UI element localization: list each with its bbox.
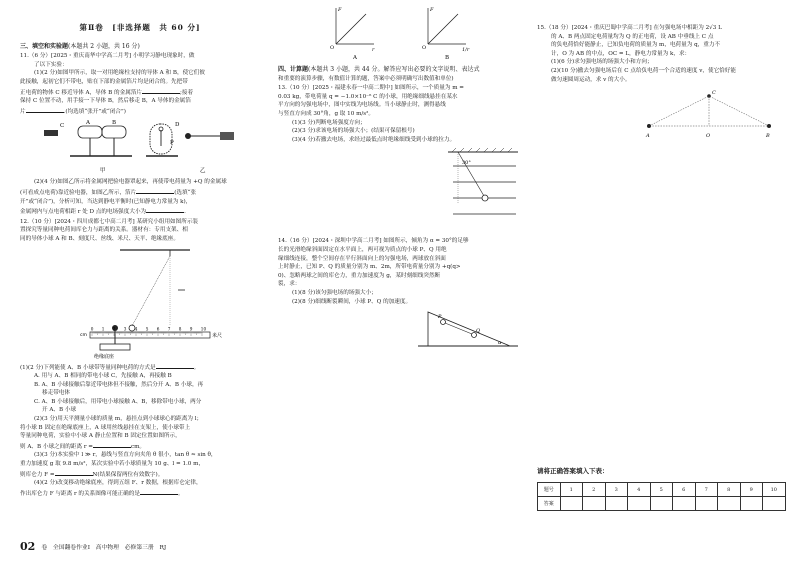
question-number: 7 — [695, 483, 718, 497]
origin-label: O — [422, 45, 427, 51]
label-b: B — [112, 120, 117, 127]
answer-blank[interactable] — [142, 87, 180, 94]
answer-card-answer-row — [538, 497, 786, 511]
answer-blank[interactable] — [55, 469, 93, 476]
column-3 — [537, 0, 777, 142]
charged-ball — [482, 195, 488, 201]
answer-blank[interactable] — [136, 187, 174, 194]
label-c: C — [712, 90, 716, 97]
row-label: 答案 — [538, 497, 561, 511]
ruler-tick-label: 7 — [167, 326, 171, 331]
label-jia: 甲 — [100, 168, 106, 175]
question-12: 12.（10 分）[2024・四川成都七中高二月考] 某研究小组用如图所示装 置探究等量同种电荷间库仑力与距离的关系。器材有：专用支架、相 同的导体小球 A 和 B、刻度尺、丝线、米尺、天平、绝缘底座。 0 1 2 3 4 5 6 7 8 9 10 cm 米尺 绝缘底座 (1)(2 分)下列能使 A、B 小球带等量同种电荷的方式是 。 A. 用与 A、B 相同的带电小球 C，先接触 A，再接触 B B. A、B 小球接触后靠近带电体但不接触，然后分开 A、B 小球，再 移走带电体 C. A、B 小球接触后，用带电小球接触 A、B，移除带电小球，两分 开 A、B 小球 (2)(3 分)用天平测量小球的质量 m，悬挂点到小球球心的距离为 l； 将小球 B 固定在绝缘底座上，A 球用丝线悬挂在支架上，使小球带上 等量同种电荷，实验中小球 A 静止位置和 B 固定位置如图所示， 则 A、B 小球之间的距离 r = cm。 (3)(3 分)本实验中 l ≫ r，悬线与竖直方向夹角 θ 很小，tan θ ≈ sin θ， 重力加速度 g 取 9.8 m/s²，某次实验中若小球质量为 10 g、l = 1.0 m， 则库仑力 F = N(结果保留两位有效数字)。 (4)(2 分)改变移动绝缘底座，得到五组 F、r 数据，根据库仑定律， 作出库仑力 F 与距离 r 的关系图像可能正确的是 。 — [20, 218, 260, 499]
figure-yi — [146, 122, 234, 174]
figure-jia — [44, 120, 132, 174]
label-d: D — [175, 122, 180, 129]
question-number: 5 — [650, 483, 673, 497]
ruler-tick-label: 1 — [101, 326, 105, 331]
answer-cell[interactable] — [718, 497, 741, 511]
label-base: 绝缘底座 — [94, 353, 115, 360]
bc-line — [709, 96, 769, 126]
graph-line — [336, 14, 366, 44]
label-p: P — [170, 140, 174, 147]
question-number: 6 — [673, 483, 696, 497]
label-yi: 乙 — [200, 168, 206, 175]
answer-card — [537, 482, 786, 511]
answer-cell[interactable] — [673, 497, 696, 511]
answer-blank[interactable] — [156, 362, 194, 369]
question-number: 4 — [628, 483, 651, 497]
charge-a — [647, 124, 651, 128]
answer-blank[interactable] — [146, 206, 184, 213]
question-number: 3 — [605, 483, 628, 497]
figure-11 — [20, 116, 260, 178]
ruler-tick-label: 8 — [178, 326, 182, 331]
ruler-tick-label: 0 — [90, 326, 94, 331]
ac-line — [649, 96, 709, 126]
figure-14 — [278, 306, 518, 356]
ruler-tick-label: 3 — [123, 326, 127, 331]
ceiling-hatch — [452, 148, 512, 152]
graph-a — [330, 7, 375, 61]
figure-15 — [537, 86, 777, 142]
label-c: C — [60, 123, 65, 130]
section-4-heading: 四、计算题(本题共 3 小题，共 44 分。解答应写出必要的文字说明、表达式 — [278, 66, 480, 73]
conductor-a — [78, 126, 102, 138]
question-14: 14.（16 分）[2024・深圳中学高二月考] 如图所示，倾角为 α = 30°的足够 长的光滑绝缘斜面固定在水平面上，两可视为质点的小球 P、Q 用绝 缘细线连接，整个空间存在平行斜面向上的匀强电场，两球放在斜面 上时静止，已知 P、Q 的质量分别为 m、2m，所带电荷量分别为 +q(q> 0)、忽略两球之间的库仑力，重力加速度为 g，某时刻细线突然断 裂，求： (1)(8 分)该匀强电场的场强大小； (2)(8 分)细线断裂瞬间，小球 P、Q 的加速度。 P Q α — [278, 237, 518, 356]
answer-blank[interactable] — [26, 106, 64, 113]
axis-label-f: F — [338, 7, 342, 13]
label-alpha: α — [498, 340, 502, 347]
column-2: F O r A F O 1/r B 四、计算题(本题共 3 小题，共 44 分。解答应写出必要的文字说明、表达式 和重要的演算步骤，有数值计算的题，答案中必须明确写出数值和单位) 13.（10 分）[2025・福建永春一中高二期中] 如图所示，一个质量为 m = 0.03 kg，带电荷量 q = −1.0×10⁻⁶ C 的小球，用绝缘细线悬挂在某水 平方向的匀强电场中，图中实线为电场线。当小球静止时，测得悬线 与竖直方向成 30°角，g 取 10 m/s²。 (1)(3 分)判断电场强度方向； (2)(3 分)求该电场的场强大小；(结果可保留根号) (3)(4 分)若撤去电场，求经过最低点时绝缘细线受到小球的拉力。 30° 14.（16 分）[2024・深圳中学高二月考] 如图所示，倾角为 α = 30°的足够 长的光滑绝缘斜面固定在水平面上，两可视为质点的小球 P、Q 用绝 缘细线连接，整个空间存在平行斜面向上的匀强电场，两球放在斜面 上时静止，已知 P、Q 的质量分别为 m、2m，所带电荷量分别为 +q(q> 0)、忽略两球之间的库仑力，重力加速度为 g，某时刻细线突然断 裂，求： (1)(8 分)该匀强电场的场强大小； (2)(8 分)细线断裂瞬间，小球 P、Q 的加速度。 P Q α — [278, 0, 518, 356]
footer-text: 卷 全国翻卷作业Ⅰ 高中物理 必修第三册 RJ — [41, 545, 167, 551]
page-footer — [20, 540, 166, 553]
column-1 — [20, 0, 260, 498]
answer-cell[interactable] — [605, 497, 628, 511]
section-3-heading: 三、填空和实验题(本题共 2 小题，共 16 分) — [20, 42, 140, 50]
option-label-b: B — [445, 55, 450, 61]
conductor-b — [102, 126, 126, 138]
thread — [458, 152, 484, 196]
answer-cell[interactable] — [740, 497, 763, 511]
charged-sphere — [185, 133, 191, 139]
ruler-tick-label: 9 — [189, 326, 193, 331]
question-number: 2 — [583, 483, 606, 497]
angle-label: 30° — [462, 160, 471, 167]
paper-title: 第Ⅱ卷 [非选择题 共 60 分] — [79, 23, 201, 32]
answer-cell[interactable] — [583, 497, 606, 511]
question-11: 11.（6 分）[2025・重庆南华中学高二月考] 小明学习静电现象时，做 了以下实验： (1)(2 分)如图甲所示，取一对用绝缘柱支持的导体 A 和 B，使它们彼 此接触，起初它们不带电，贴在下部的金属箔片均是闭合的。先把带 正电荷的物体 C 移近导体 A，导体 B 的金属箔片 ;接着 保持 C 位置不动，用手接一下导体 B，然后移走 B，A 导体的金属箔 片 .(均选填“张开”或“闭合”) C A B 甲 D P 乙 (2)(4 分)如图乙所示将金属网把验电器罩起来，再使带电荷量为 +Q 的金属球 (可看成点电荷)靠近验电器，如图乙所示，箔片 (选填“张 开”或“闭合”)，分析可知，当达到静电平衡时(已知静电力常量为 k)， 金属网内与点电荷相距 r 处 D 点的电场强度大小为 . — [20, 52, 260, 217]
figure-12 — [20, 244, 260, 362]
label-a: A — [86, 120, 90, 127]
answer-card-title: 请将正确答案填入下表： — [537, 467, 609, 475]
charged-rod — [44, 130, 58, 136]
label-o: O — [706, 133, 711, 140]
answer-blank[interactable] — [93, 441, 131, 448]
ruler-tick-label: 4 — [134, 326, 138, 331]
question-number: 10 — [763, 483, 786, 497]
page-number: 02 — [20, 540, 36, 553]
question-number: 1 — [560, 483, 583, 497]
unit-cm: cm — [80, 332, 88, 338]
answer-cell[interactable] — [763, 497, 786, 511]
question-number: 8 — [718, 483, 741, 497]
graph-b — [422, 7, 470, 61]
row-label: 题号 — [538, 483, 561, 497]
question-number: 9 — [740, 483, 763, 497]
charge-b — [767, 124, 771, 128]
label-q: Q — [476, 328, 481, 335]
answer-blank[interactable] — [140, 488, 178, 495]
label-a: A — [646, 133, 650, 140]
answer-cell[interactable] — [628, 497, 651, 511]
ball-p — [441, 320, 446, 325]
hand-holder — [220, 132, 234, 140]
ruler-tick-label: 6 — [156, 326, 160, 331]
question-15: 15.（18 分）[2024・重庆巴蜀中学高二月考] 在匀强电场中相距为 2√3 L 的 A、B 两点固定电荷量均为 Q 的正电荷，设 AB 中垂线上 C 点 的负电荷恰好能静止，已知负电荷的质量为 m，电荷量为 q，重力不 计，O 为 AB 的中点，OC = L，静电力常量为 k，求： (1)(6 分)求匀强电场的场强大小和方向； (2)(10 分)撤去匀强电场后在 C 点给负电荷一个合适的速度 v，使它恰好能 做匀速圆周运动，求 v 的大小。 — [537, 25, 736, 83]
question-13: 13.（10 分）[2025・福建永春一中高二期中] 如图所示，一个质量为 m = 0.03 kg，带电荷量 q = −1.0×10⁻⁶ C 的小球，用绝缘细线悬挂在某水 平方向的匀强电场中，图中实线为电场线。当小球静止时，测得悬线 与竖直方向成 30°角，g 取 10 m/s²。 (1)(3 分)判断电场强度方向； (2)(3 分)求该电场的场强大小；(结果可保留根号) (3)(4 分)若撤去电场，求经过最低点时绝缘细线受到小球的拉力。 30° — [278, 84, 518, 236]
graph-options — [278, 0, 518, 62]
ruler-tick-label: 2 — [112, 326, 116, 331]
answer-cell[interactable] — [695, 497, 718, 511]
origin-label: O — [330, 45, 335, 51]
answer-card-number-row — [538, 483, 786, 497]
answer-cell[interactable] — [560, 497, 583, 511]
thread — [132, 256, 170, 326]
ruler-ticks — [91, 326, 207, 336]
label-p: P — [438, 314, 442, 321]
insulating-base — [100, 344, 130, 350]
axis-label-r: r — [372, 47, 375, 53]
ruler-tick-label: 5 — [145, 326, 149, 331]
axis-label-inverse-r: 1/r — [462, 47, 470, 53]
label-ruler: 米尺 — [212, 332, 223, 339]
answer-cell[interactable] — [650, 497, 673, 511]
ruler-tick-label: 10 — [200, 326, 207, 331]
graph-line — [428, 14, 458, 44]
figure-13 — [278, 144, 518, 236]
axis-label-f: F — [430, 7, 434, 13]
label-b: B — [766, 133, 770, 140]
option-label-a: A — [353, 55, 357, 61]
